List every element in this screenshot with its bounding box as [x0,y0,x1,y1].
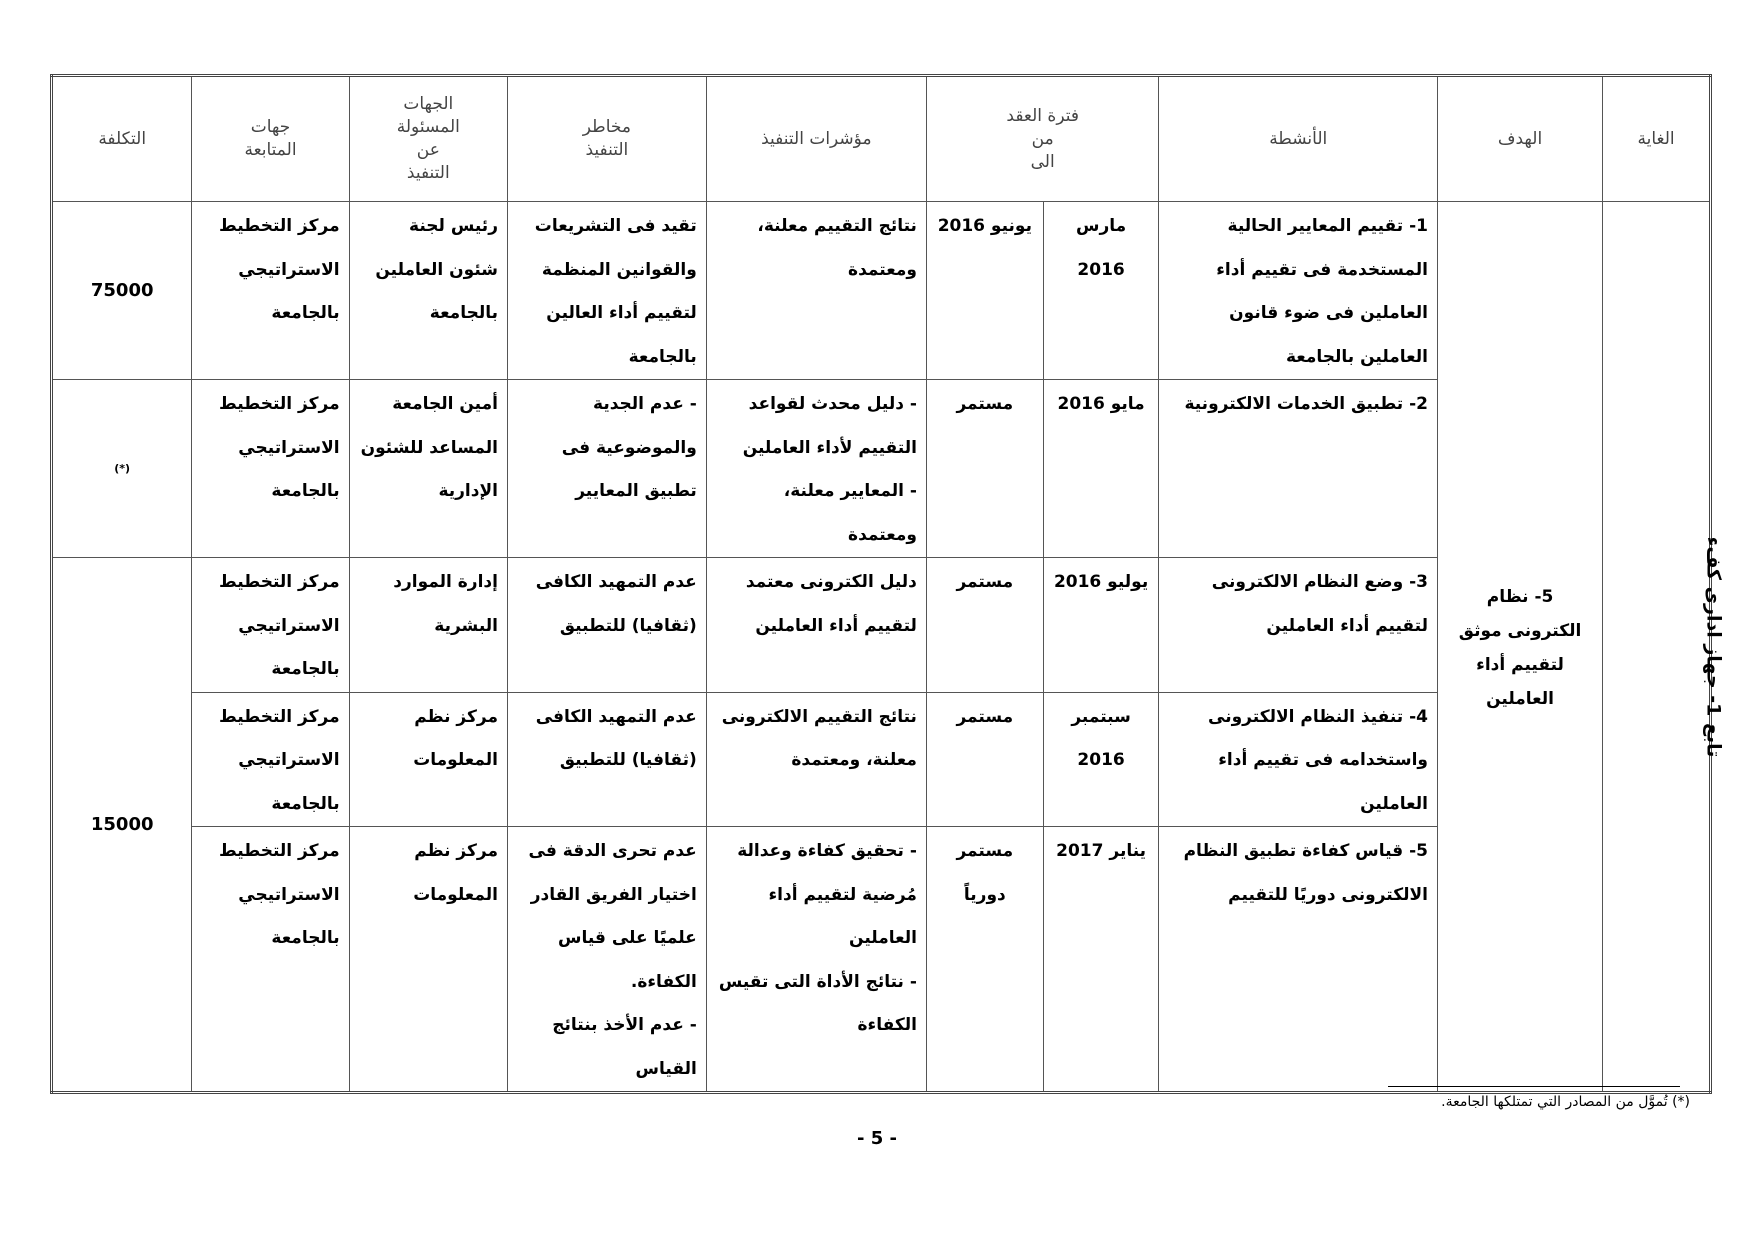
responsible-cell: رئيس لجنة شئون العاملين بالجامعة [375,216,498,323]
risks-cell: عدم التمهيد الكافى (ثقافيا) للتطبيق [535,572,697,636]
risks-cell: عدم التمهيد الكافى (ثقافيا) للتطبيق [535,706,697,770]
risks-cell: عدم تحرى الدقة فى اختيار الفريق القادر علميًا على قياس الكفاءة. - عدم الأخذ بنتائج القياس [528,841,697,1079]
goal-cell [1603,202,1725,1093]
header-period: فترة العقد من الى [926,76,1159,202]
objective-text: 5- نظام الكترونى موثق لتقييم أداء العاملين [1458,587,1582,709]
period-from-cell: مايو 2016 [1057,394,1145,414]
period-to-cell: مستمر [956,394,1014,414]
period-from-cell: يناير 2017 [1056,841,1147,861]
period-from-cell: سبتمبر 2016 [1071,706,1131,770]
period-to-cell: مستمر [956,572,1014,592]
period-to-cell: مستمر [956,706,1014,727]
plan-table [50,74,1725,1094]
objective-cell [1437,202,1602,1093]
followup-cell: مركز التخطيط الاستراتيجي بالجامعة [219,706,340,814]
cost-cell [52,558,192,1093]
cost-value: 15000 [90,814,154,835]
period-to-cell: يونيو 2016 [937,216,1032,236]
header-responsible: الجهات المسئولة عن التنفيذ [349,76,507,202]
cost-value: 75000 [90,280,154,301]
followup-cell: مركز التخطيط الاستراتيجي بالجامعة [219,394,340,501]
cost-cell [52,380,192,558]
goal-text: تابع 1- جهاز ادارى كفء [1702,536,1725,757]
activity-cell: 2- تطبيق الخدمات الالكترونية [1184,394,1428,414]
followup-cell: مركز التخطيط الاستراتيجي بالجامعة [219,572,340,679]
activity-cell: 4- تنفيذ النظام الالكترونى واستخدامه فى تقييم أداء العاملين [1208,706,1428,814]
table-row [52,202,1711,380]
period-from-cell: يوليو 2016 [1053,572,1149,592]
activity-cell: 5- قياس كفاءة تطبيق النظام الالكترونى دوريًا للتقييم [1183,841,1428,905]
indicators-cell: - دليل محدث لقواعد التقييم لأداء العاملين - المعايير معلنة، ومعتمدة [742,394,917,545]
responsible-cell: إدارة الموارد البشرية [393,572,498,636]
followup-cell: مركز التخطيط الاستراتيجي بالجامعة [219,216,340,323]
responsible-cell: مركز نظم المعلومات [413,841,498,905]
responsible-cell: مركز نظم المعلومات [413,706,498,770]
header-objective: الهدف [1437,76,1602,202]
risks-cell: - عدم الجدية والموضوعية فى تطبيق المعايير [561,394,697,501]
header-activities: الأنشطة [1159,76,1438,202]
activity-cell: 1- تقييم المعايير الحالية المستخدمة فى تقييم أداء العاملين فى ضوء قانون العاملين بالجامعة [1216,216,1428,367]
responsible-cell: أمين الجامعة المساعد للشئون الإدارية [360,394,498,501]
header-indicators: مؤشرات التنفيذ [706,76,926,202]
cost-footnote-marker: (*) [114,462,131,475]
footnote-separator [1388,1086,1680,1087]
period-from-cell: مارس 2016 [1076,216,1127,280]
cost-cell [52,202,192,380]
header-row [52,76,1711,202]
header-goal: الغاية [1603,76,1711,202]
indicators-cell: - تحقيق كفاءة وعدالة مُرضية لتقييم أداء العاملين - نتائج الأداة التى تقيس الكفاءة [718,841,917,1035]
period-to-cell: مستمر دورياً [956,841,1014,905]
activity-cell: 3- وضع النظام الالكترونى لتقييم أداء العاملين [1211,572,1428,636]
risks-cell: تقيد فى التشريعات والقوانين المنظمة لتقييم أداء العالين بالجامعة [534,216,697,367]
indicators-cell: نتائج التقييم معلنة، ومعتمدة [757,216,917,280]
footnote: (*) تُموَّل من المصادر التي تمتلكها الجامعة. [1441,1094,1690,1110]
followup-cell: مركز التخطيط الاستراتيجي بالجامعة [219,841,340,948]
header-risks: مخاطر التنفيذ [507,76,706,202]
indicators-cell: دليل الكترونى معتمد لتقييم أداء العاملين [745,572,917,636]
indicators-cell: نتائج التقييم الالكترونى معلنة، ومعتمدة [721,706,917,770]
page-number: - 5 - [857,1128,897,1149]
header-followup: جهات المتابعة [192,76,349,202]
header-cost: التكلفة [52,76,192,202]
